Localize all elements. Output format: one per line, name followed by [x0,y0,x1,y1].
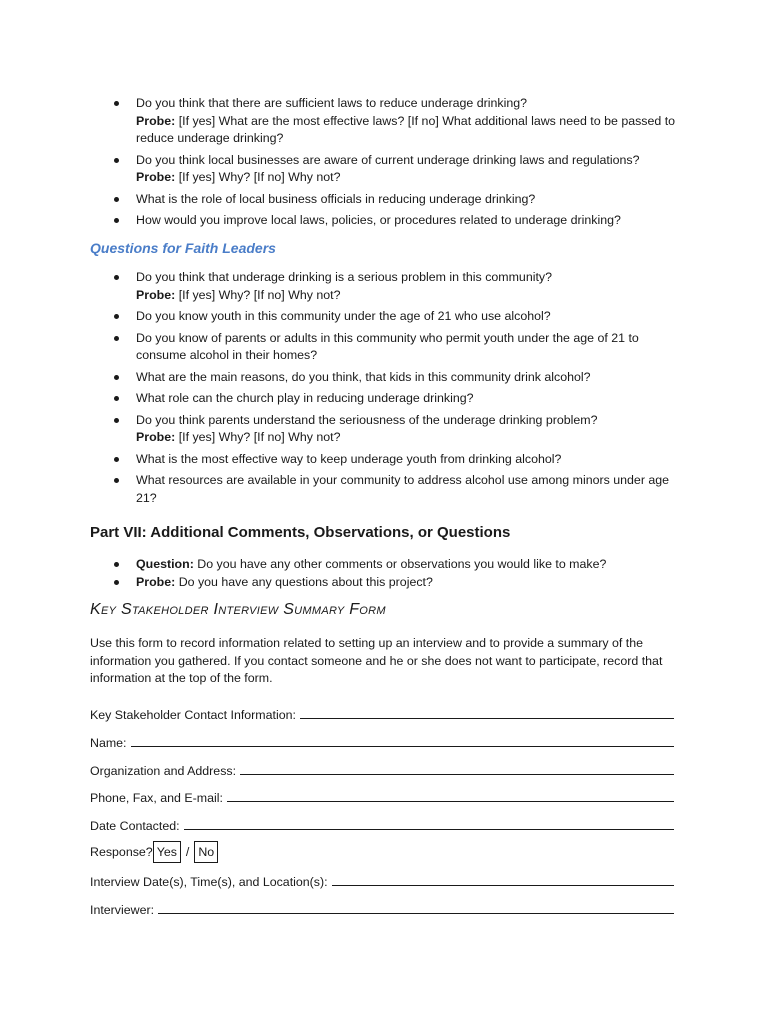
name-field[interactable] [90,732,674,750]
probe-label: Probe: [136,287,176,302]
business-questions-list [90,95,690,234]
response-row [90,840,218,864]
list-item [90,472,680,507]
list-item [90,369,680,387]
question-label: Question: [136,557,194,571]
field-line[interactable] [332,873,674,886]
list-item [90,390,680,408]
list-item [90,451,680,469]
interview-details-field[interactable] [90,871,674,889]
list-item [90,152,690,187]
field-label: Interview Date(s), Time(s), and Location(s): [90,875,328,889]
field-label: Name: [90,736,127,750]
list-item [90,574,690,592]
form-title: Key Stakeholder Interview Summary Form [90,601,386,618]
list-item [90,95,690,148]
field-label: Key Stakeholder Contact Information: [90,708,296,722]
list-item [90,556,690,574]
field-label: Interviewer: [90,903,155,917]
probe-label: Probe: [136,113,176,128]
field-label: Organization and Address: [90,764,237,778]
question-text: Do you think that there are sufficient laws to reduce underage drinking? [136,96,528,110]
question-text: Do you know youth in this community under the age of 21 who use alcohol? [136,309,551,323]
field-line[interactable] [300,706,674,719]
question-text: Do you think local businesses are aware of current underage drinking laws and regulations? [136,152,640,167]
field-label: Phone, Fax, and E-mail: [90,791,223,805]
slash-separator: / [185,845,190,859]
field-label: Date Contacted: [90,819,180,833]
field-line[interactable] [131,734,675,747]
field-line[interactable] [158,901,674,914]
probe-text: [If yes] Why? [If no] Why not? [175,430,341,444]
list-item [90,191,690,209]
faith-leaders-heading: Questions for Faith Leaders [90,240,276,256]
response-label: Response? [90,845,153,859]
question-text: Do you know of parents or adults in this community who permit youth under the age of 21 to consume alcohol in their homes? [136,330,639,362]
part-vii-list [90,556,690,591]
question-text: What resources are available in your community to address alcohol use among minors under age 21? [136,473,670,505]
probe-text: [If yes] Why? [If no] Why not? [175,287,341,302]
question-text: What are the main reasons, do you think, that kids in this community drink alcohol? [136,369,591,384]
list-item [90,330,680,365]
list-item [90,412,680,447]
interviewer-field[interactable] [90,899,674,917]
field-line[interactable] [227,789,674,802]
phone-field[interactable] [90,787,674,805]
field-line[interactable] [184,817,674,830]
part-vii-heading: Part VII: Additional Comments, Observations, or Questions [90,524,511,541]
faith-questions-list [90,269,680,511]
list-item [90,212,690,230]
question-text: How would you improve local laws, policies, or procedures related to underage drinking? [136,213,621,227]
probe-label: Probe: [136,170,176,184]
field-line[interactable] [240,762,674,775]
probe-label: Probe: [136,430,176,444]
list-item [90,308,680,326]
question-text: What is the most effective way to keep underage youth from drinking alcohol? [136,451,562,466]
probe-label: Probe: [136,574,176,589]
question-text: Do you think that underage drinking is a serious problem in this community? [136,270,552,284]
yes-option[interactable]: Yes [153,841,181,863]
contact-info-field[interactable] [90,704,674,722]
list-item [90,269,680,304]
question-text: Do you have any other comments or observations you would like to make? [193,557,607,571]
probe-text: [If yes] What are the most effective laws? [If no] What additional laws need to be passed to reduce underage drinking? [136,113,676,145]
probe-text: Do you have any questions about this project? [175,574,433,589]
date-contacted-field[interactable] [90,815,674,833]
question-text: What role can the church play in reducing underage drinking? [136,391,474,405]
organization-field[interactable] [90,760,674,778]
form-intro: Use this form to record information related to setting up an interview and to provide a summary of the information you gathered. If you contact someone and he or she does not want to participate, record that information at the top of the form. [90,636,663,685]
probe-text: [If yes] Why? [If no] Why not? [175,170,341,184]
question-text: What is the role of local business officials in reducing underage drinking? [136,191,536,206]
no-option[interactable]: No [194,841,218,863]
question-text: Do you think parents understand the seriousness of the underage drinking problem? [136,412,598,427]
